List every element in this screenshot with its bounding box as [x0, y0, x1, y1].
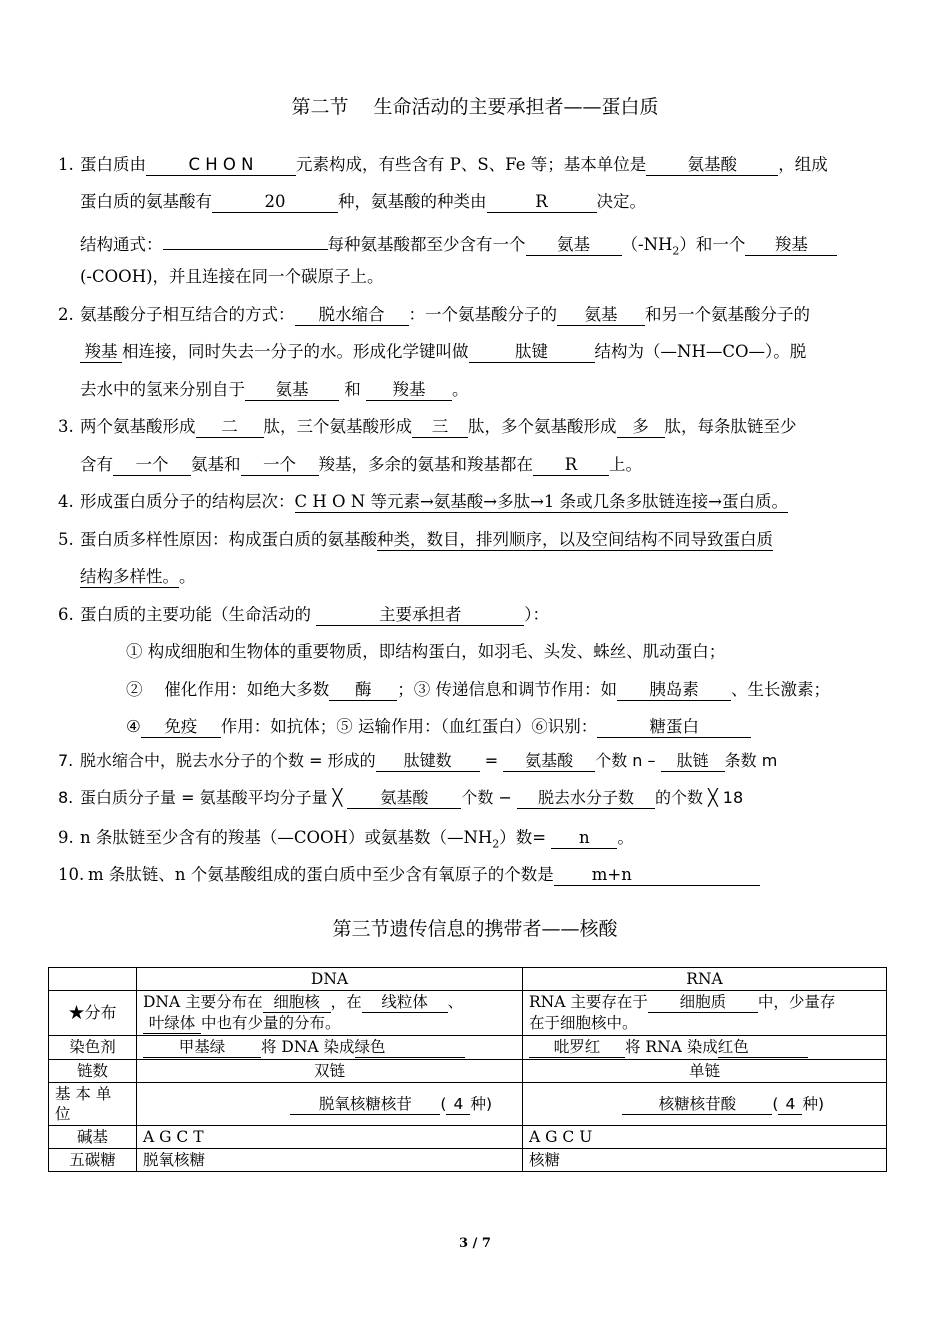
q1-text: ）和一个 [679, 235, 746, 254]
cell-text: 种) [470, 1094, 492, 1113]
row-label-sugar: 五碳糖 [49, 1149, 137, 1172]
table-row-sugar [49, 1149, 887, 1172]
table-row-chain [49, 1060, 887, 1083]
q6-answer-enzyme: 酶 [329, 680, 397, 701]
q5-answer-reason-2: 结构多样性。 [80, 567, 179, 586]
q8-answer-amino: 氨基酸 [347, 788, 461, 809]
dna-answer-green: 绿色 [355, 1037, 465, 1058]
q1-text: (-COOH)，并且连接在同一个碳原子上。 [80, 267, 384, 286]
q6-text: ；③ 传递信息和调节作用：如 [397, 680, 617, 699]
q2-line3 [80, 379, 469, 401]
q6-answer-role: 主要承担者 [316, 605, 524, 626]
q3-text: 肽，三个氨基酸形成 [263, 417, 412, 436]
q7-line1 [58, 750, 777, 772]
q8-answer-water: 脱去水分子数 [517, 788, 655, 809]
q2-text: 相连接，同时失去一分子的水。形成化学键叫做 [122, 342, 469, 361]
q10-text: m 条肽链、n 个氨基酸组成的蛋白质中至少含有氧原子的个数是 [88, 865, 554, 884]
cell-text: ( [440, 1094, 447, 1113]
rna-answer-pyronin: 吡罗红 [529, 1037, 625, 1058]
cell-text: ( [772, 1094, 779, 1113]
q6-answer-insulin: 胰岛素 [617, 680, 731, 701]
dna-answer-four: 4 [446, 1094, 470, 1115]
table-row-distribution [49, 991, 887, 1036]
cell-text: RNA 主要存在于 [529, 993, 648, 1011]
q3-answer-di: 二 [196, 417, 264, 438]
q7-text: 个数 n – [595, 751, 656, 770]
q9-answer-n: n [551, 828, 617, 849]
table-header-row [49, 968, 887, 991]
q3-text: 肽，每条肽链至少 [664, 417, 797, 436]
q5-line2 [80, 566, 196, 588]
dna-answer-methyl-green: 甲基绿 [143, 1037, 261, 1058]
q8-text: 个数 − [461, 788, 512, 807]
q2-answer-carboxyl-2: 羧基 [366, 380, 452, 401]
q2-text: 氨基酸分子相互结合的方式： [80, 305, 295, 324]
q2-text: 去水中的氢来分别自于 [80, 380, 245, 399]
q3-answer-poly: 多 [617, 417, 665, 438]
table-row-stain [49, 1036, 887, 1060]
section-title-nucleic-acid: 第三节遗传信息的携带者——核酸 [332, 918, 618, 940]
page-number: 3 / 7 [459, 1236, 491, 1251]
table-header-dna: DNA [137, 968, 523, 991]
q1-answer-formula [163, 229, 328, 250]
q2-text: 结构为（—NH—CO—）。脱 [594, 342, 807, 361]
q2-text: 和 [344, 380, 361, 399]
q4-text: 形成蛋白质分子的结构层次： [80, 492, 295, 511]
cell-text: DNA 主要分布在 [143, 993, 263, 1011]
cell-text: 在于细胞核中。 [529, 1014, 638, 1032]
q7-answer-bonds: 肽键数 [376, 751, 480, 772]
cell-rna-chain: 单链 [523, 1060, 887, 1083]
q2-answer-carboxyl: 羧基 [80, 342, 122, 363]
q3-text: 上。 [609, 455, 642, 474]
row-label-chain: 链数 [49, 1060, 137, 1083]
cell-text: 、 [447, 993, 464, 1011]
q2-line1 [58, 304, 810, 326]
cell-dna-distribution [137, 991, 523, 1036]
q1-answer-unit: 氨基酸 [646, 155, 778, 176]
row-label-unit: 基 本 单 位 [49, 1083, 137, 1126]
section-title-protein: 第二节 生命活动的主要承担者——蛋白质 [291, 96, 659, 118]
q3-text: 羧基，多余的氨基和羧基都在 [318, 455, 533, 474]
q10-answer-oxygen: m+n [554, 865, 760, 886]
dna-answer-nucleus: 细胞核 [263, 992, 331, 1013]
q3-line2 [80, 454, 642, 476]
q10-line1 [58, 864, 760, 886]
q1-answer-elements: C H O N [146, 155, 296, 176]
q3-answer-one-carboxyl: 一个 [241, 455, 319, 476]
q9-number: 9. [58, 828, 74, 847]
q3-text: 氨基和 [191, 455, 241, 474]
q1-answer-r: R [487, 192, 597, 213]
q9-text: n 条肽链至少含有的羧基（—COOH）或氨基数（—NH [80, 828, 493, 847]
q5-line1 [58, 529, 773, 551]
q3-answer-r: R [533, 455, 609, 476]
q7-answer-chain: 肽链 [661, 751, 725, 772]
q2-text: 和另一个氨基酸分子的 [645, 305, 810, 324]
q6-text: ）： [524, 605, 549, 624]
cell-rna-base: A G C U [523, 1126, 887, 1149]
q1-line1 [58, 154, 828, 176]
q1-answer-carboxyl: 羧基 [745, 235, 837, 256]
rna-answer-nucleotide: 核糖核苷酸 [622, 1094, 772, 1115]
q6-number: 6. [58, 605, 74, 624]
table-row-unit [49, 1083, 887, 1126]
q1-text: 蛋白质由 [80, 155, 146, 174]
q4-number: 4. [58, 492, 74, 511]
cell-dna-base: A G C T [137, 1126, 523, 1149]
q10-number: 10. [58, 865, 85, 884]
q3-answer-tri: 三 [412, 417, 468, 438]
rna-answer-cytoplasm: 细胞质 [648, 992, 758, 1013]
q6-line2 [126, 641, 725, 663]
q6-line3 [126, 679, 830, 701]
q7-text: 脱水缩合中，脱去水分子的个数 = 形成的 [80, 751, 376, 770]
q3-line1 [58, 416, 797, 438]
q1-line3 [80, 229, 837, 262]
q6-line4 [126, 716, 751, 738]
q1-line2 [80, 191, 646, 213]
q9-text: ）数= [499, 828, 547, 847]
q8-number: 8. [58, 788, 74, 807]
cell-dna-sugar: 脱氧核糖 [137, 1149, 523, 1172]
cell-text: 中，少量存 [757, 993, 836, 1011]
q8-text: 蛋白质分子量 = 氨基酸平均分子量 ╳ [80, 788, 343, 807]
q5-number: 5. [58, 530, 74, 549]
table-header-rna: RNA [523, 968, 887, 991]
q2-number: 2. [58, 305, 74, 324]
q3-number: 3. [58, 417, 74, 436]
q8-line1 [58, 787, 743, 809]
q6-text: ② 催化作用：如绝大多数 [126, 680, 330, 699]
q2-text: 。 [452, 380, 469, 399]
q3-text: 肽，多个氨基酸形成 [468, 417, 617, 436]
q1-subscript: 2 [672, 244, 680, 258]
q2-answer-amino-2: 氨基 [245, 380, 339, 401]
q2-line2 [80, 341, 806, 363]
cell-rna-stain [523, 1036, 887, 1060]
q1-answer-count: 20 [212, 192, 338, 213]
q1-number: 1. [58, 155, 74, 174]
q6-text: 蛋白质的主要功能（生命活动的 [80, 605, 311, 624]
q6-function-structure: ① 构成细胞和生物体的重要物质，即结构蛋白，如羽毛、头发、蛛丝、肌动蛋白； [126, 642, 726, 661]
q3-answer-one-amino: 一个 [113, 455, 191, 476]
q2-answer-method: 脱水缩合 [295, 305, 409, 326]
cell-dna-chain: 双链 [137, 1060, 523, 1083]
row-label-stain: 染色剂 [49, 1036, 137, 1060]
q1-text: 元素构成，有些含有 P、S、Fe 等；基本单位是 [296, 155, 647, 174]
q1-text: 决定。 [596, 192, 646, 211]
q9-line1 [58, 827, 634, 855]
q4-answer-hierarchy: C H O N 等元素→氨基酸→多肽→1 条或几条多肽链连接→蛋白质。 [294, 492, 789, 511]
q7-answer-amino: 氨基酸 [503, 751, 595, 772]
cell-text: 中也有少量的分布。 [201, 1014, 341, 1032]
q2-answer-amino: 氨基 [557, 305, 645, 326]
q1-text: 蛋白质的氨基酸有 [80, 192, 212, 211]
q1-answer-amino: 氨基 [526, 235, 622, 256]
q3-text: 两个氨基酸形成 [80, 417, 196, 436]
q7-text: 条数 m [724, 751, 778, 770]
cell-text: 将 RNA 染成 [625, 1038, 718, 1056]
dna-answer-chloroplast: 叶绿体 [143, 1013, 201, 1034]
q7-number: 7. [58, 751, 74, 770]
rna-answer-red: 红色 [718, 1037, 808, 1058]
q2-answer-bond: 肽键 [469, 342, 595, 363]
cell-text: 种) [802, 1094, 824, 1113]
cell-rna-distribution [523, 991, 887, 1036]
q6-answer-glycoprotein: 糖蛋白 [597, 717, 751, 738]
q9-subscript: 2 [492, 837, 500, 851]
q3-text: 含有 [80, 455, 113, 474]
q6-text: ④ [126, 717, 141, 736]
q2-text: ：一个氨基酸分子的 [408, 305, 557, 324]
cell-rna-sugar: 核糖 [523, 1149, 887, 1172]
nucleic-acid-table [48, 967, 887, 1172]
q5-text: 蛋白质多样性原因：构成蛋白质的氨基酸 [80, 530, 377, 549]
q1-text: 结构通式： [80, 235, 163, 254]
dna-answer-mitochondria: 线粒体 [362, 992, 448, 1013]
q7-text: = [484, 751, 499, 770]
q6-text: 作用：如抗体；⑤ 运输作用：（血红蛋白）⑥识别： [220, 717, 598, 736]
cell-text: ，在 [330, 993, 362, 1011]
q1-text: 种，氨基酸的种类由 [338, 192, 487, 211]
q1-text: 每种氨基酸都至少含有一个 [327, 235, 526, 254]
q9-text: 。 [617, 828, 634, 847]
q6-text: 、生长激素； [731, 680, 830, 699]
q1-text: ，组成 [778, 155, 828, 174]
q5-answer-reason: 种类，数目，排列顺序，以及空间结构不同导致蛋白质 [377, 530, 773, 549]
q4-line1 [58, 491, 788, 513]
q8-text: 的个数 ╳ 18 [655, 788, 744, 807]
cell-rna-unit [523, 1083, 887, 1126]
dna-answer-nucleotide: 脱氧核糖核苷 [290, 1094, 440, 1115]
row-label-distribution: ★分布 [49, 991, 137, 1036]
rna-answer-four: 4 [778, 1094, 802, 1115]
table-corner-cell [49, 968, 137, 991]
table-row-base [49, 1126, 887, 1149]
q5-text: 。 [179, 567, 196, 586]
q6-line1 [58, 604, 549, 626]
cell-text: 将 DNA 染成 [261, 1038, 355, 1056]
q6-answer-immune: 免疫 [141, 717, 221, 738]
row-label-base: 碱基 [49, 1126, 137, 1149]
q1-line4 [80, 266, 384, 288]
cell-dna-stain [137, 1036, 523, 1060]
cell-dna-unit [137, 1083, 523, 1126]
q1-text: （-NH [621, 235, 673, 254]
